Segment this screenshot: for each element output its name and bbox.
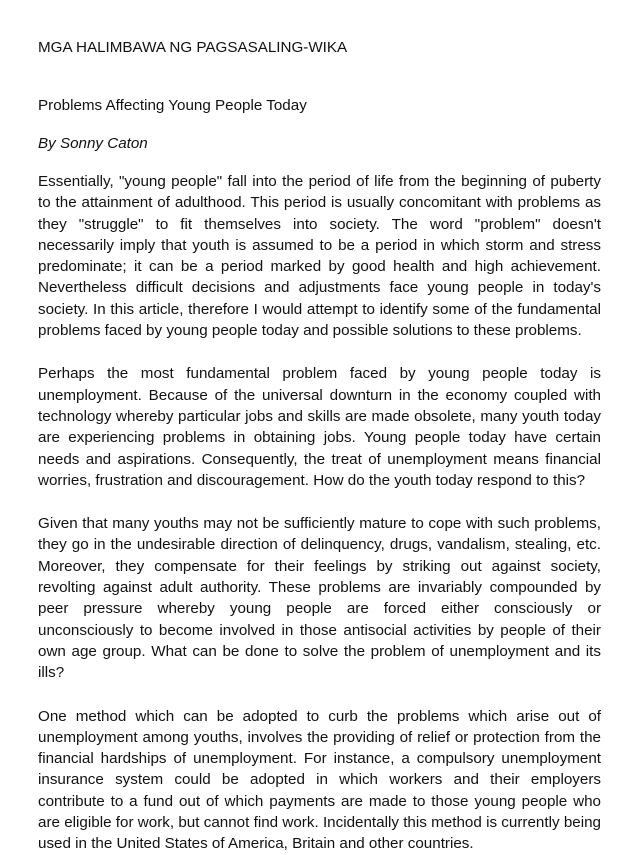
paragraph-1: Essentially, "young people" fall into the period of life from the beginning of puberty to the attainment of adulthood. This period is usually concomitant with problems as they "struggle" to fit themselves into society. The word "problem" doesn't necessarily imply that youth is assumed to be a period in which storm and stress predominate; it can be a period marked by good health and high achievement. Nevertheless difficult decisions and adjustments face young people in today's society. In this article, therefore I would attempt to identify some of the fundamental problems faced by young people today and possible solutions to these problems. xyxy=(38,173,601,340)
article-author: By Sonny Caton xyxy=(38,135,148,152)
article-title: Problems Affecting Young People Today xyxy=(38,97,307,114)
paragraph-3: Given that many youths may not be sufficiently mature to cope with such problems, they go in the undesirable direction of delinquency, drugs, vandalism, stealing, etc. Moreover, they compensate for their feelings by striking out against society, revolting against adult authority. These problems are invariably compounded by peer pressure whereby young people are forced either consciously or unconsciously to become involved in those antisocial activities by people of their own age group. What can be done to solve the problem of unemployment and its ills? xyxy=(38,515,601,682)
document-heading: MGA HALIMBAWA NG PAGSASALING-WIKA xyxy=(38,39,348,56)
paragraph-4: One method which can be adopted to curb the problems which arise out of unemployment among youths, involves the providing of relief or protection from the financial hardships of unemployment. For instance, a compulsory unemployment insurance system could be adopted in which workers and their employers contribute to a fund out of which payments are made to those young people who are eligible for work, but cannot find work. Incidentally this method is currently being used in the United States of America, Britain and other countries. xyxy=(38,707,601,853)
document-page xyxy=(38,38,601,855)
paragraph-2: Perhaps the most fundamental problem faced by young people today is unemployment. Because of the universal downturn in the economy coupled with technology whereby particular jobs and skills are made obsolete, many youth today are experiencing problems in obtaining jobs. Young people today have certain needs and aspirations. Consequently, the treat of unemployment means financial worries, frustration and discouragement. How do the youth today respond to this? xyxy=(38,365,601,489)
